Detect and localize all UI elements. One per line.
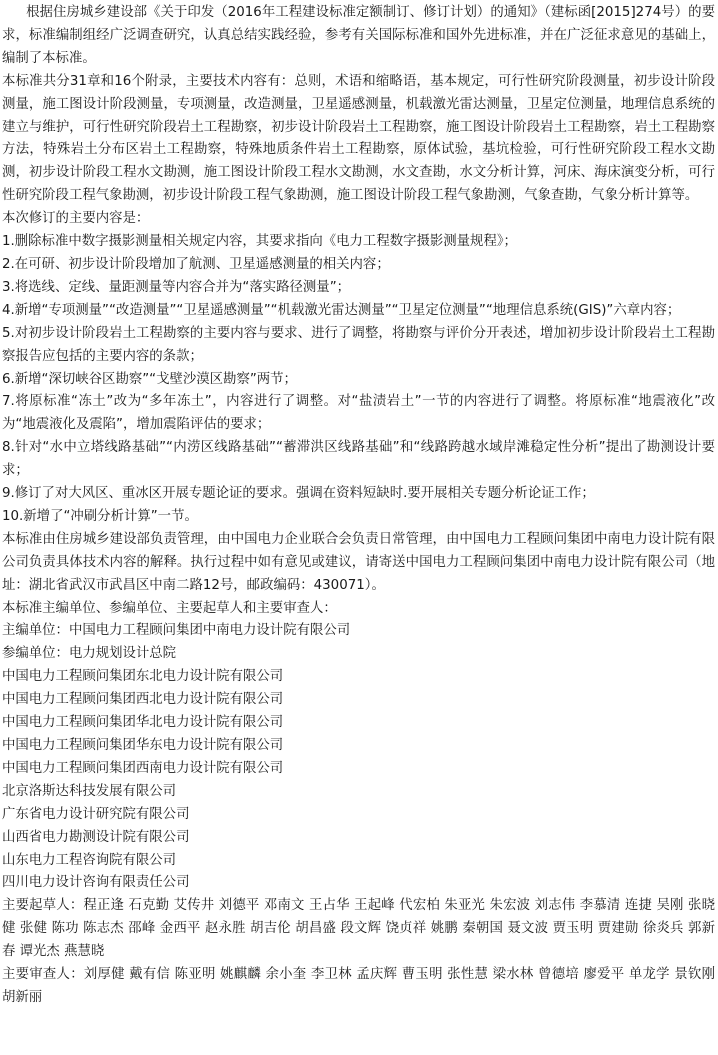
revision-item-2: 2.在可研、初步设计阶段增加了航测、卫星遥感测量的相关内容； — [2, 256, 390, 272]
participating-unit: 四川电力设计咨询有限责任公司 — [2, 875, 190, 891]
participating-unit: 广东省电力设计研究院有限公司 — [2, 806, 190, 822]
participating-unit: 中国电力工程顾问集团西北电力设计院有限公司 — [2, 692, 284, 708]
revision-item-9: 9.修订了对大风区、重冰区开展专题论证的要求。强调在资料短缺时.要开展相关专题分析论证工作； — [2, 486, 595, 502]
content-summary-paragraph: 本标准共分31章和16个附录，主要技术内容有：总则，术语和缩略语，基本规定，可行性研究阶段测量，初步设计阶段测量，施工图设计阶段测量，专项测量，改造测量，卫星遥感测量，机载激光雷达测量，卫星定位测量，地理信息系统的建立与维护，可行性研究阶段岩土工程勘察，初步设计阶段岩土工程勘察，施工图设计阶段岩土工程勘察，岩土工程勘察方法，特殊岩土分布区岩土工程勘察，特殊地质条件岩土工程勘察，原体试验，基坑检验，可行性研究阶段工程水文勘测，初步设计阶段工程水文勘测，施工图设计阶段工程水文勘测，水文查勘，水文分析计算，河床、海床演变分析，可行性研究阶段工程气象勘测，初步设计阶段工程气象勘测，施工图设计阶段工程气象勘测，气象查勘，气象分析计算等。 — [2, 73, 715, 204]
revision-item-4: 4.新增“专项测量”“改造测量”“卫星遥感测量”“机载激光雷达测量”“卫星定位测量”“地理信息系统(GIS)”六章内容； — [2, 302, 681, 318]
participating-unit: 北京洛斯达科技发展有限公司 — [2, 783, 177, 799]
management-paragraph: 本标准由住房城乡建设部负责管理，由中国电力企业联合会负责日常管理，由中国电力工程顾问集团中南电力设计院有限公司负责具体技术内容的解释。执行过程中如有意见或建议，请寄送中国电力工程顾问集团中南电力设计院有限公司（地址：湖北省武汉市武昌区中南二路12号，邮政编码：430071）。 — [2, 531, 715, 593]
revision-item-1: 1.删除标准中数字摄影测量相关规定内容，其要求指向《电力工程数字摄影测量规程》； — [2, 234, 517, 250]
drafters-list: 主要起草人：程正逢 石克勤 艾传井 刘德平 邓南文 王占华 王起峰 代宏柏 朱亚光 朱宏波 刘志伟 李慕清 连捷 吴刚 张晓健 张健 陈功 陈志杰 邵峰 金西平 赵永胜 胡吉伦 胡昌盛 段文辉 饶贞祥 姚鹏 秦朝国 聂文波 贾玉明 贾建勋 徐炎兵 郭新春 谭光杰 燕慧晓 — [2, 898, 715, 960]
revision-item-8: 8.针对“水中立塔线路基础”“内涝区线路基础”“蓄滞洪区线路基础”和“线路跨越水域岸滩稳定性分析”提出了勘测设计要求； — [2, 440, 715, 479]
revision-item-3: 3.将选线、定线、量距测量等内容合并为“落实路径测量”； — [2, 279, 351, 295]
participating-unit: 中国电力工程顾问集团西南电力设计院有限公司 — [2, 760, 284, 776]
reviewers-list: 主要审查人：刘厚健 戴有信 陈亚明 姚麒麟 余小奎 李卫林 孟庆辉 曹玉明 张性慧 梁水林 曾德培 廖爱平 单龙学 景钦刚 胡新丽 — [2, 967, 715, 1005]
intro-paragraph: 根据住房城乡建设部《关于印发（2016年工程建设标准定额制订、修订计划）的通知》（建标函[2015]274号）的要求，标准编制组经广泛调查研究，认真总结实践经验，参考有关国际标准和国外先进标准，并在广泛征求意见的基础上，编制了本标准。 — [2, 5, 715, 66]
revision-item-5: 5.对初步设计阶段岩土工程勘察的主要内容与要求、进行了调整，将勘察与评价分开表述，增加初步设计阶段岩土工程勘察报告应包括的主要内容的条款； — [2, 325, 715, 364]
revision-item-10: 10.新增了“冲刷分析计算”一节。 — [2, 508, 198, 524]
revision-item-6: 6.新增“深切峡谷区勘察”“戈壁沙漠区勘察”两节； — [2, 371, 297, 387]
revision-heading: 本次修订的主要内容是： — [2, 211, 150, 227]
units-heading: 本标准主编单位、参编单位、主要起草人和主要审查人： — [2, 600, 337, 616]
participating-unit: 中国电力工程顾问集团华东电力设计院有限公司 — [2, 738, 284, 753]
chief-unit: 主编单位：中国电力工程顾问集团中南电力设计院有限公司 — [2, 623, 351, 639]
revision-item-7: 7.将原标准“冻土”改为“多年冻土”，内容进行了调整。对“盐渍岩土”一节的内容进行了调整。将原标准“地震液化”改为“地震液化及震陷”，增加震陷评估的要求； — [2, 394, 715, 433]
participating-unit: 中国电力工程顾问集团东北电力设计院有限公司 — [2, 669, 284, 685]
participating-unit: 山西省电力勘测设计院有限公司 — [2, 829, 190, 845]
participating-unit: 山东电力工程咨询院有限公司 — [2, 852, 177, 868]
participating-unit-label: 参编单位：电力规划设计总院 — [2, 646, 177, 662]
participating-unit: 中国电力工程顾问集团华北电力设计院有限公司 — [2, 715, 284, 731]
